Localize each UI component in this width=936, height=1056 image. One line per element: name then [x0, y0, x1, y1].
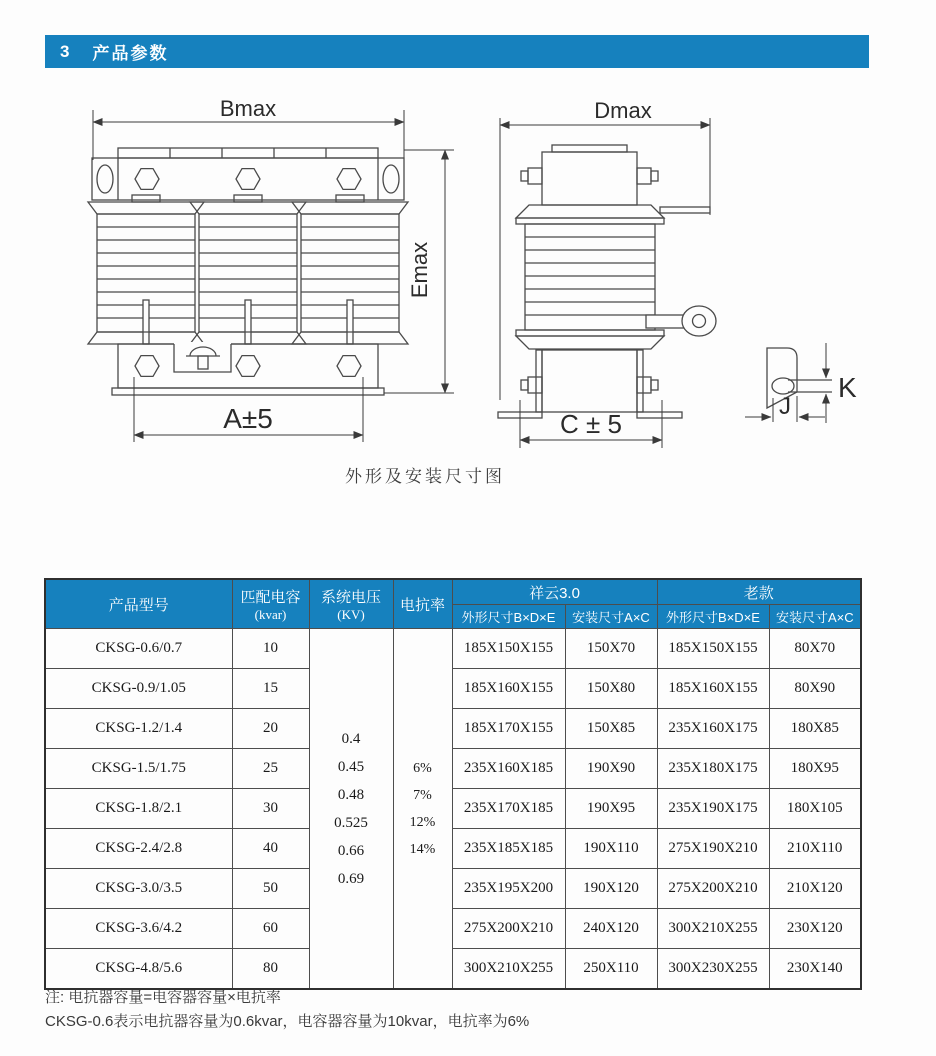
cell-xy-install: 150X85 [565, 709, 657, 749]
front-height-label: Emax [407, 241, 432, 299]
side-depth-label: Dmax [594, 98, 652, 123]
terminal-thickness-label: K [838, 372, 857, 403]
cell-model: CKSG-4.8/5.6 [45, 949, 232, 990]
cell-xy-outline: 185X170X155 [452, 709, 565, 749]
footnotes [45, 986, 529, 1034]
cell-old-outline: 275X190X210 [657, 829, 769, 869]
cell-kvar: 20 [232, 709, 309, 749]
cell-old-install: 230X120 [769, 909, 861, 949]
reactance-value: 14% [409, 841, 436, 857]
front-width-label: Bmax [219, 96, 277, 121]
cell-xy-install: 190X120 [565, 869, 657, 909]
cell-old-install: 230X140 [769, 949, 861, 990]
cell-xy-install: 190X90 [565, 749, 657, 789]
col-header-voltage [309, 579, 393, 629]
group-header-xiangyun: 祥云3.0 [452, 579, 657, 605]
ring-terminal [646, 306, 716, 336]
cell-model: CKSG-1.2/1.4 [45, 709, 232, 749]
table-row [45, 909, 861, 949]
cell-reactance-values [393, 629, 452, 990]
col-header-capacitance [232, 579, 309, 629]
voltage-value: 0.69 [337, 870, 365, 887]
capacitance-label: 匹配电容 [240, 588, 301, 606]
col-header-xy-install: 安装尺寸A×C [565, 605, 657, 629]
cell-xy-install: 150X70 [565, 629, 657, 669]
table-row [45, 709, 861, 749]
cell-old-outline: 185X150X155 [657, 629, 769, 669]
drawing-caption: 外形及安装尺寸图 [345, 467, 505, 486]
cell-old-outline: 235X160X175 [657, 709, 769, 749]
cell-xy-outline: 275X200X210 [452, 909, 565, 949]
cell-old-install: 180X95 [769, 749, 861, 789]
cell-xy-install: 150X80 [565, 669, 657, 709]
table-row [45, 749, 861, 789]
section-title-bar [45, 35, 869, 68]
cell-xy-outline: 300X210X255 [452, 949, 565, 990]
section-number: 3 [60, 41, 71, 61]
cell-old-install: 80X70 [769, 629, 861, 669]
voltage-label: 系统电压 [320, 588, 381, 606]
cell-model: CKSG-0.6/0.7 [45, 629, 232, 669]
col-header-old-outline: 外形尺寸B×D×E [657, 605, 769, 629]
cell-model: CKSG-3.0/3.5 [45, 869, 232, 909]
cell-xy-install: 240X120 [565, 909, 657, 949]
reactance-value: 7% [413, 787, 432, 803]
cell-kvar: 80 [232, 949, 309, 990]
front-coil-left [88, 195, 204, 344]
cell-kvar: 15 [232, 669, 309, 709]
cell-xy-install: 250X110 [565, 949, 657, 990]
cell-kvar: 40 [232, 829, 309, 869]
footnote-line-2: CKSG-0.6表示电抗器容量为0.6kvar，电容器容量为10kvar，电抗率为6% [45, 1013, 530, 1030]
table-row [45, 789, 861, 829]
terminal-detail-drawing [745, 343, 857, 423]
front-view-drawing [88, 96, 454, 442]
cell-kvar: 10 [232, 629, 309, 669]
footnote-line-1: 注: 电抗器容量=电容器容量×电抗率 [45, 989, 281, 1006]
cell-xy-outline: 185X150X155 [452, 629, 565, 669]
spec-table [44, 578, 862, 990]
cell-kvar: 60 [232, 909, 309, 949]
cell-old-outline: 235X180X175 [657, 749, 769, 789]
cell-model: CKSG-1.5/1.75 [45, 749, 232, 789]
table-row [45, 629, 861, 669]
table-row [45, 869, 861, 909]
voltage-value: 0.525 [334, 814, 368, 831]
front-coil-middle [190, 195, 306, 344]
capacitance-unit: (kvar) [254, 606, 287, 622]
cell-xy-outline: 185X160X155 [452, 669, 565, 709]
cell-old-outline: 300X230X255 [657, 949, 769, 990]
cell-old-install: 210X120 [769, 869, 861, 909]
reactance-value: 12% [409, 814, 436, 830]
cell-old-outline: 185X160X155 [657, 669, 769, 709]
cell-old-install: 80X90 [769, 669, 861, 709]
cell-model: CKSG-0.9/1.05 [45, 669, 232, 709]
cell-voltage-values [309, 629, 393, 990]
front-coil-right [292, 195, 408, 344]
cell-xy-outline: 235X170X185 [452, 789, 565, 829]
cell-old-outline: 235X190X175 [657, 789, 769, 829]
cell-model: CKSG-2.4/2.8 [45, 829, 232, 869]
table-row [45, 669, 861, 709]
table-row [45, 949, 861, 990]
terminal-width-label: J [779, 393, 791, 420]
side-mount-depth-label: C ± 5 [560, 409, 622, 439]
cell-xy-outline: 235X185X185 [452, 829, 565, 869]
cell-xy-install: 190X95 [565, 789, 657, 829]
side-view-drawing [498, 98, 716, 448]
cell-kvar: 25 [232, 749, 309, 789]
cell-model: CKSG-1.8/2.1 [45, 789, 232, 829]
cell-old-outline: 300X210X255 [657, 909, 769, 949]
cell-model: CKSG-3.6/4.2 [45, 909, 232, 949]
cell-kvar: 50 [232, 869, 309, 909]
cell-kvar: 30 [232, 789, 309, 829]
din-clip [174, 342, 231, 372]
col-header-reactance: 电抗率 [393, 579, 452, 629]
cell-old-install: 180X85 [769, 709, 861, 749]
col-header-model: 产品型号 [45, 579, 232, 629]
voltage-value: 0.48 [337, 786, 365, 803]
voltage-value: 0.66 [337, 842, 365, 859]
section-title: 产品参数 [92, 44, 169, 63]
voltage-value: 0.45 [337, 758, 365, 775]
front-mount-width-label: A±5 [223, 403, 273, 434]
col-header-xy-outline: 外形尺寸B×D×E [452, 605, 565, 629]
voltage-value: 0.4 [341, 730, 361, 747]
cell-xy-install: 190X110 [565, 829, 657, 869]
cell-old-install: 210X110 [769, 829, 861, 869]
cell-old-outline: 275X200X210 [657, 869, 769, 909]
col-header-old-install: 安装尺寸A×C [769, 605, 861, 629]
table-row [45, 829, 861, 869]
voltage-unit: (KV) [337, 606, 365, 622]
technical-drawings [40, 90, 936, 470]
cell-xy-outline: 235X195X200 [452, 869, 565, 909]
reactance-value: 6% [413, 760, 432, 776]
cell-xy-outline: 235X160X185 [452, 749, 565, 789]
cell-old-install: 180X105 [769, 789, 861, 829]
group-header-old: 老款 [657, 579, 861, 605]
